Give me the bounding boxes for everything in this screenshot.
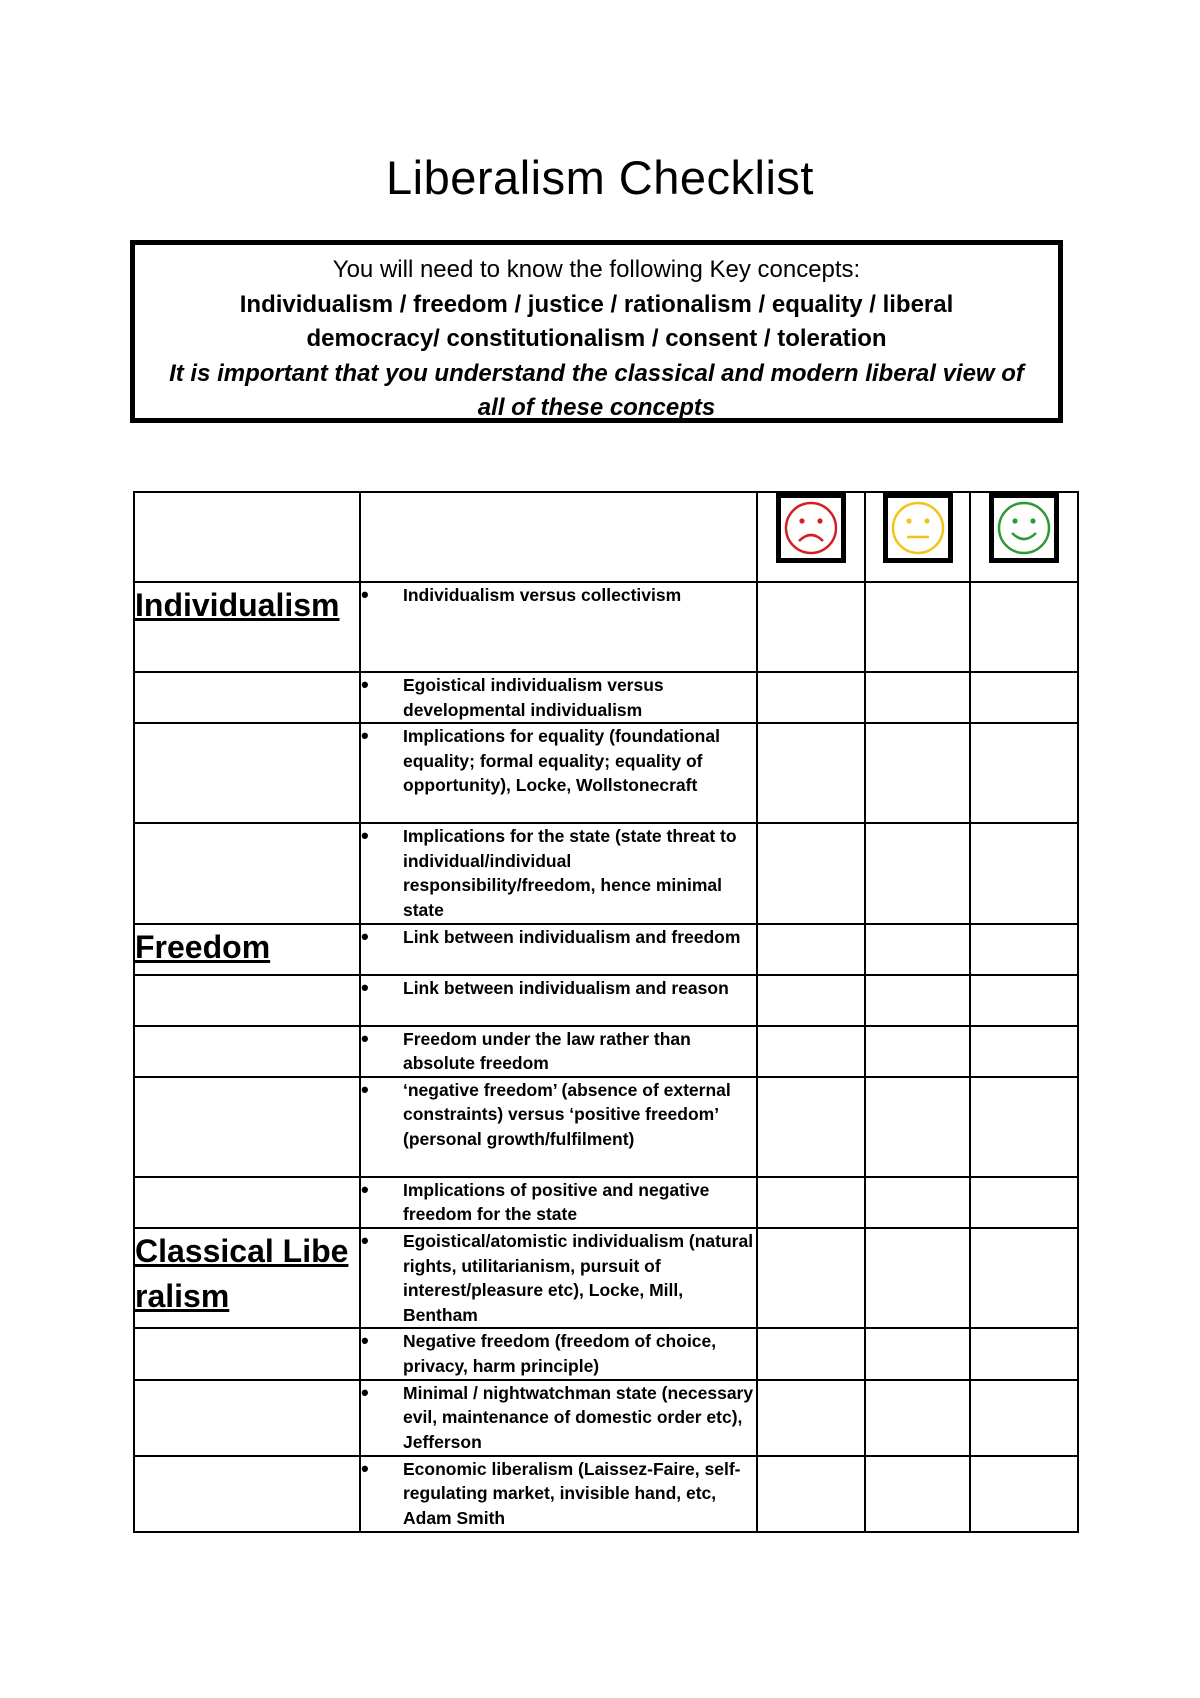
rating-cell-sad[interactable] — [757, 1228, 865, 1328]
checklist-point: • Implications for the state (state threat to individual/individual responsibility/freedom, hence minimal state — [361, 824, 756, 922]
key-concepts-note: It is important that you understand the classical and modern liberal view of all of these concepts — [169, 359, 1024, 421]
checklist-row — [134, 582, 1078, 672]
point-cell — [360, 723, 757, 823]
rating-cell-neutral[interactable] — [865, 1077, 970, 1177]
point-cell — [360, 1228, 757, 1328]
point-list — [361, 1457, 756, 1531]
checklist-row — [134, 1228, 1078, 1328]
point-list — [361, 1027, 756, 1076]
point-list — [361, 673, 756, 722]
point-cell — [360, 582, 757, 672]
header-face-cell — [757, 492, 865, 582]
rating-cell-sad[interactable] — [757, 1380, 865, 1456]
happy-face-icon — [989, 493, 1059, 563]
rating-cell-happy[interactable] — [970, 1026, 1078, 1077]
header-topic-cell — [134, 492, 360, 582]
page-title: Liberalism Checklist — [386, 151, 814, 204]
topic-cell — [134, 672, 360, 723]
rating-cell-happy[interactable] — [970, 1328, 1078, 1379]
key-concepts-intro: You will need to know the following Key concepts: — [332, 256, 861, 283]
header-face-cell — [865, 492, 970, 582]
checklist-point: • Economic liberalism (Laissez-Faire, self-regulating market, invisible hand, etc, Adam Smith — [361, 1457, 756, 1531]
rating-cell-happy[interactable] — [970, 723, 1078, 823]
point-list — [361, 1381, 756, 1455]
checklist-point: • Egoistical/atomistic individualism (natural rights, utilitarianism, pursuit of interest/pleasure etc), Locke, Mill, Bentham — [361, 1229, 756, 1327]
checklist-row — [134, 1077, 1078, 1177]
topic-cell — [134, 975, 360, 1026]
rating-cell-neutral[interactable] — [865, 1456, 970, 1532]
checklist-point: • Minimal / nightwatchman state (necessary evil, maintenance of domestic order etc), Jefferson — [361, 1381, 756, 1455]
point-cell — [360, 1177, 757, 1228]
point-cell — [360, 975, 757, 1026]
rating-cell-neutral[interactable] — [865, 1177, 970, 1228]
topic-cell — [134, 823, 360, 923]
key-concepts-box — [130, 240, 1063, 423]
rating-cell-sad[interactable] — [757, 1026, 865, 1077]
checklist-row — [134, 1380, 1078, 1456]
rating-cell-sad[interactable] — [757, 1328, 865, 1379]
checklist-row — [134, 1328, 1078, 1379]
point-list — [361, 824, 756, 922]
topic-cell — [134, 1328, 360, 1379]
checklist-point: • Implications of positive and negative freedom for the state — [361, 1178, 756, 1227]
rating-cell-neutral[interactable] — [865, 823, 970, 923]
checklist-row — [134, 672, 1078, 723]
rating-cell-happy[interactable] — [970, 1456, 1078, 1532]
point-cell — [360, 1077, 757, 1177]
checklist-row — [134, 975, 1078, 1026]
checklist-row — [134, 1177, 1078, 1228]
topic-heading: Individualism — [135, 587, 340, 623]
checklist-row — [134, 1456, 1078, 1532]
rating-cell-happy[interactable] — [970, 1380, 1078, 1456]
rating-cell-sad[interactable] — [757, 1077, 865, 1177]
point-list — [361, 1229, 756, 1327]
point-cell — [360, 1456, 757, 1532]
rating-cell-neutral[interactable] — [865, 924, 970, 975]
rating-cell-neutral[interactable] — [865, 582, 970, 672]
header-point-cell — [360, 492, 757, 582]
point-list — [361, 1329, 756, 1378]
point-cell — [360, 1380, 757, 1456]
point-cell — [360, 924, 757, 975]
rating-cell-happy[interactable] — [970, 823, 1078, 923]
rating-cell-sad[interactable] — [757, 582, 865, 672]
topic-cell — [134, 1228, 360, 1328]
rating-cell-neutral[interactable] — [865, 672, 970, 723]
rating-cell-neutral[interactable] — [865, 1328, 970, 1379]
checklist-point: • Implications for equality (foundational equality; formal equality; equality of opportunity), Locke, Wollstonecraft — [361, 724, 756, 798]
topic-heading: Freedom — [135, 928, 271, 965]
rating-cell-sad[interactable] — [757, 723, 865, 823]
point-cell — [360, 1328, 757, 1379]
checklist-row — [134, 723, 1078, 823]
point-list — [361, 925, 756, 950]
point-cell — [360, 823, 757, 923]
rating-cell-happy[interactable] — [970, 582, 1078, 672]
point-list — [361, 1178, 756, 1227]
point-list — [361, 583, 756, 608]
topic-cell — [134, 1456, 360, 1532]
checklist-point: • ‘negative freedom’ (absence of external constraints) versus ‘positive freedom’ (personal growth/fulfilment) — [361, 1078, 756, 1152]
rating-cell-neutral[interactable] — [865, 1026, 970, 1077]
rating-cell-neutral[interactable] — [865, 1380, 970, 1456]
checklist-row — [134, 1026, 1078, 1077]
rating-cell-happy[interactable] — [970, 1077, 1078, 1177]
rating-cell-happy[interactable] — [970, 975, 1078, 1026]
header-row — [134, 492, 1078, 582]
checklist-row — [134, 823, 1078, 923]
rating-cell-sad[interactable] — [757, 1456, 865, 1532]
rating-cell-sad[interactable] — [757, 823, 865, 923]
topic-cell — [134, 1380, 360, 1456]
checklist-point: • Individualism versus collectivism — [361, 583, 756, 608]
rating-cell-neutral[interactable] — [865, 975, 970, 1026]
header-face-cell — [970, 492, 1078, 582]
topic-cell — [134, 1077, 360, 1177]
rating-cell-happy[interactable] — [970, 1177, 1078, 1228]
checklist-point: • Freedom under the law rather than absolute freedom — [361, 1027, 756, 1076]
topic-cell — [134, 582, 360, 672]
topic-cell — [134, 1177, 360, 1228]
rating-cell-sad[interactable] — [757, 975, 865, 1026]
rating-cell-happy[interactable] — [970, 924, 1078, 975]
checklist-point: • Link between individualism and reason — [361, 976, 756, 1001]
point-cell — [360, 1026, 757, 1077]
rating-cell-sad[interactable] — [757, 672, 865, 723]
neutral-face-icon — [883, 493, 953, 563]
topic-cell — [134, 1026, 360, 1077]
key-concepts-list: Individualism / freedom / justice / rationalism / equality / liberal democracy/ constitutionalism / consent / toleration — [239, 290, 954, 352]
point-list — [361, 1078, 756, 1152]
checklist-table — [133, 491, 1079, 1533]
rating-cell-neutral[interactable] — [865, 723, 970, 823]
point-list — [361, 724, 756, 798]
point-list — [361, 976, 756, 1001]
rating-cell-neutral[interactable] — [865, 1228, 970, 1328]
checklist-row — [134, 924, 1078, 975]
topic-heading: Classical Liberalism — [135, 1232, 349, 1314]
rating-cell-happy[interactable] — [970, 1228, 1078, 1328]
topic-cell — [134, 723, 360, 823]
checklist-point: • Link between individualism and freedom — [361, 925, 756, 950]
checklist-point: • Negative freedom (freedom of choice, privacy, harm principle) — [361, 1329, 756, 1378]
topic-cell — [134, 924, 360, 975]
checklist-point: • Egoistical individualism versus developmental individualism — [361, 673, 756, 722]
point-cell — [360, 672, 757, 723]
rating-cell-sad[interactable] — [757, 924, 865, 975]
rating-cell-sad[interactable] — [757, 1177, 865, 1228]
rating-cell-happy[interactable] — [970, 672, 1078, 723]
sad-face-icon — [776, 493, 846, 563]
